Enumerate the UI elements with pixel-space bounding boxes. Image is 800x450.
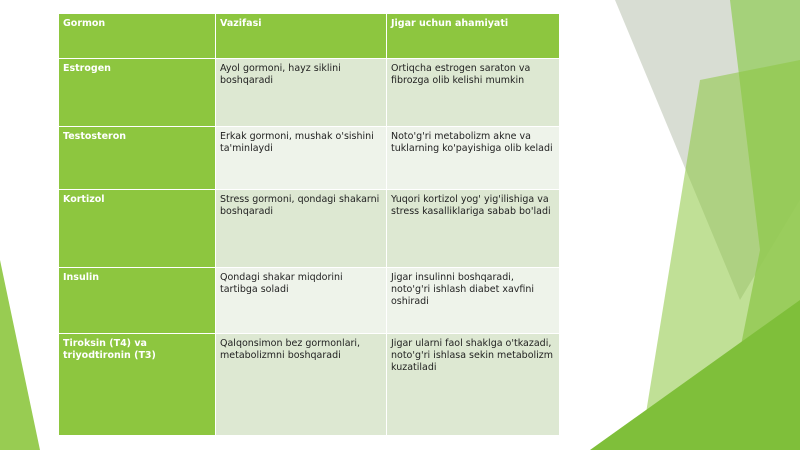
function-cell: Stress gormoni, qondagi shakarni boshqaradi [216,190,387,268]
table-row [59,268,560,334]
hormone-name-cell: Estrogen [59,59,216,127]
liver-importance-cell: Jigar ularni faol shaklga o'tkazadi, noto'g'ri ishlasa sekin metabolizm kuzatiladi [387,334,560,436]
liver-importance-cell: Jigar insulinni boshqaradi, noto'g'ri ishlash diabet xavfini oshiradi [387,268,560,334]
liver-importance-cell: Yuqori kortizol yog' yig'ilishiga va stress kasalliklariga sabab bo'ladi [387,190,560,268]
table-row [59,334,560,436]
function-cell: Ayol gormoni, hayz siklini boshqaradi [216,59,387,127]
column-header-function: Vazifasi [216,14,387,59]
column-header-liver-importance: Jigar uchun ahamiyati [387,14,560,59]
hormone-name-cell: Testosteron [59,127,216,190]
column-header-hormone: Gormon [59,14,216,59]
table-row [59,59,560,127]
liver-importance-cell: Ortiqcha estrogen saraton va fibrozga olib kelishi mumkin [387,59,560,127]
table-row [59,190,560,268]
table-header-row [59,14,560,59]
decor-shape-left-green [0,260,40,450]
hormone-table [58,13,560,436]
liver-importance-cell: Noto'g'ri metabolizm akne va tuklarning ko'payishiga olib keladi [387,127,560,190]
hormone-name-cell: Tiroksin (T4) va triyodtironin (T3) [59,334,216,436]
hormone-name-cell: Kortizol [59,190,216,268]
table-row [59,127,560,190]
function-cell: Qondagi shakar miqdorini tartibga soladi [216,268,387,334]
hormone-name-cell: Insulin [59,268,216,334]
function-cell: Qalqonsimon bez gormonlari, metabolizmni boshqaradi [216,334,387,436]
function-cell: Erkak gormoni, mushak o'sishini ta'minlaydi [216,127,387,190]
